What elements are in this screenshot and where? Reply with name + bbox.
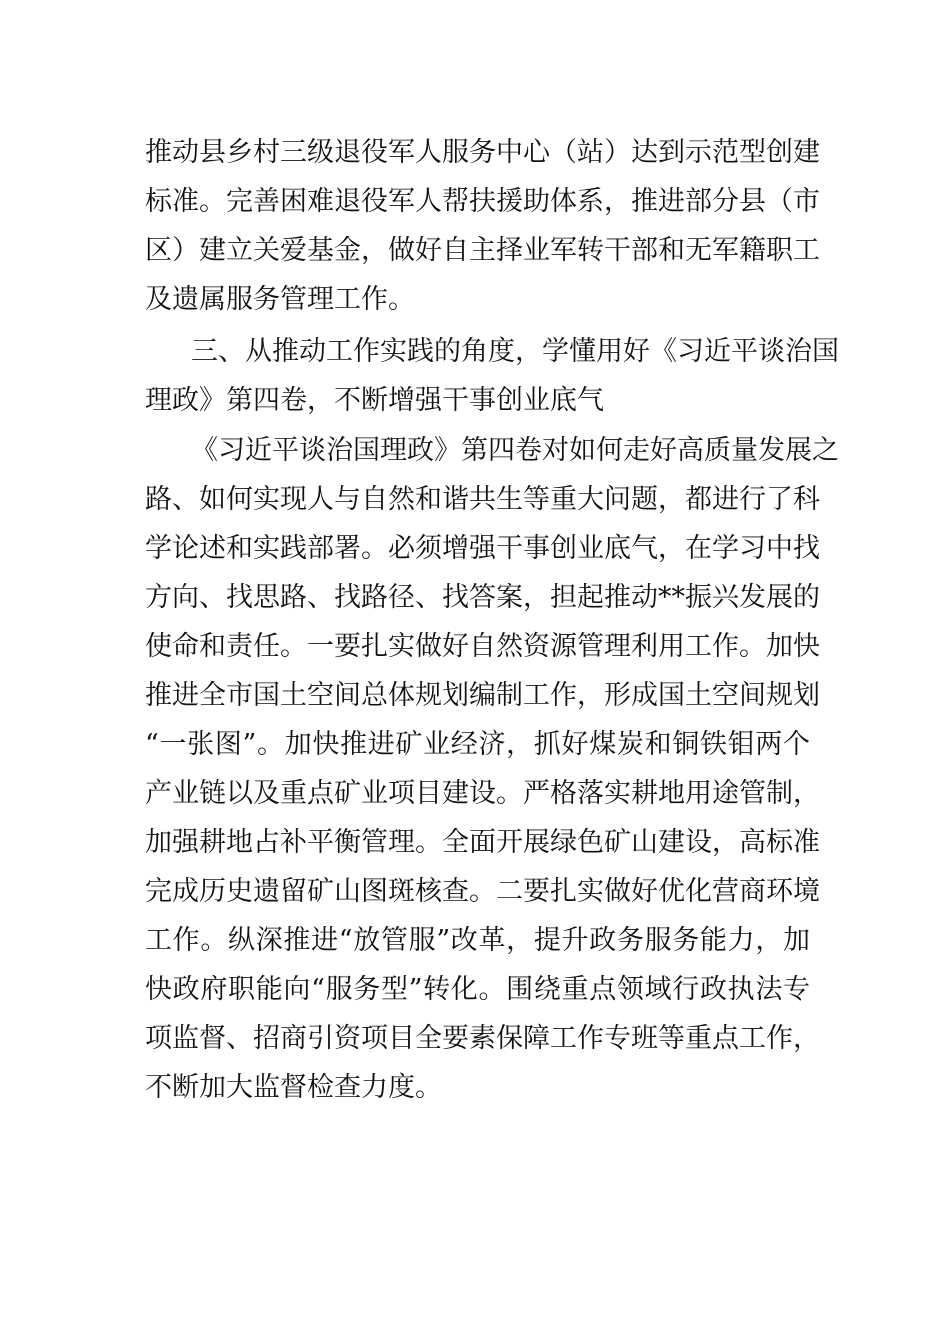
heading-line: 理政》第四卷，不断增强干事创业底气 — [145, 385, 604, 416]
heading-line: 三、从推动工作实践的角度，学懂用好《习近平谈治国 — [191, 336, 839, 367]
paragraph-line: 区）建立关爱基金，做好自主择业军转干部和无军籍职工 — [145, 235, 820, 266]
paragraph-line: 使命和责任。一要扎实做好自然资源管理利用工作。加快 — [145, 631, 820, 662]
paragraph-line: 项监督、招商引资项目全要素保障工作专班等重点工作， — [145, 1023, 820, 1054]
paragraph-line: 标准。完善困难退役军人帮扶援助体系，推进部分县（市 — [145, 186, 820, 217]
paragraph-line: 推动县乡村三级退役军人服务中心（站）达到示范型创建 — [145, 137, 820, 168]
paragraph-line: 加强耕地占补平衡管理。全面开展绿色矿山建设，高标准 — [145, 827, 820, 858]
paragraph-line: 不断加大监督检查力度。 — [145, 1072, 442, 1103]
paragraph-line: 方向、找思路、找路径、找答案，担起推动**振兴发展的 — [145, 582, 820, 613]
paragraph-line: 学论述和实践部署。必须增强干事创业底气，在学习中找 — [145, 533, 820, 564]
paragraph-line: 路、如何实现人与自然和谐共生等重大问题，都进行了科 — [145, 484, 820, 515]
paragraph-line: 《习近平谈治国理政》第四卷对如何走好高质量发展之 — [191, 435, 839, 466]
section-heading-3 — [145, 327, 839, 425]
paragraph-line: 完成历史遗留矿山图斑核查。二要扎实做好优化营商环境 — [145, 876, 820, 907]
section-3-body-paragraph — [145, 426, 839, 1112]
paragraph-line: 工作。纵深推进“放管服”改革，提升政务服务能力，加 — [145, 925, 810, 956]
paragraph-line: 快政府职能向“服务型”转化。围绕重点领域行政执法专 — [145, 974, 810, 1005]
paragraph-line: 及遗属服务管理工作。 — [145, 284, 415, 315]
paragraph-line: “一张图”。加快推进矿业经济，抓好煤炭和铜铁钼两个 — [145, 729, 810, 760]
paragraph-line: 产业链以及重点矿业项目建设。严格落实耕地用途管制， — [145, 778, 820, 809]
paragraph-continued — [145, 128, 820, 324]
paragraph-line: 推进全市国土空间总体规划编制工作，形成国土空间规划 — [145, 680, 820, 711]
